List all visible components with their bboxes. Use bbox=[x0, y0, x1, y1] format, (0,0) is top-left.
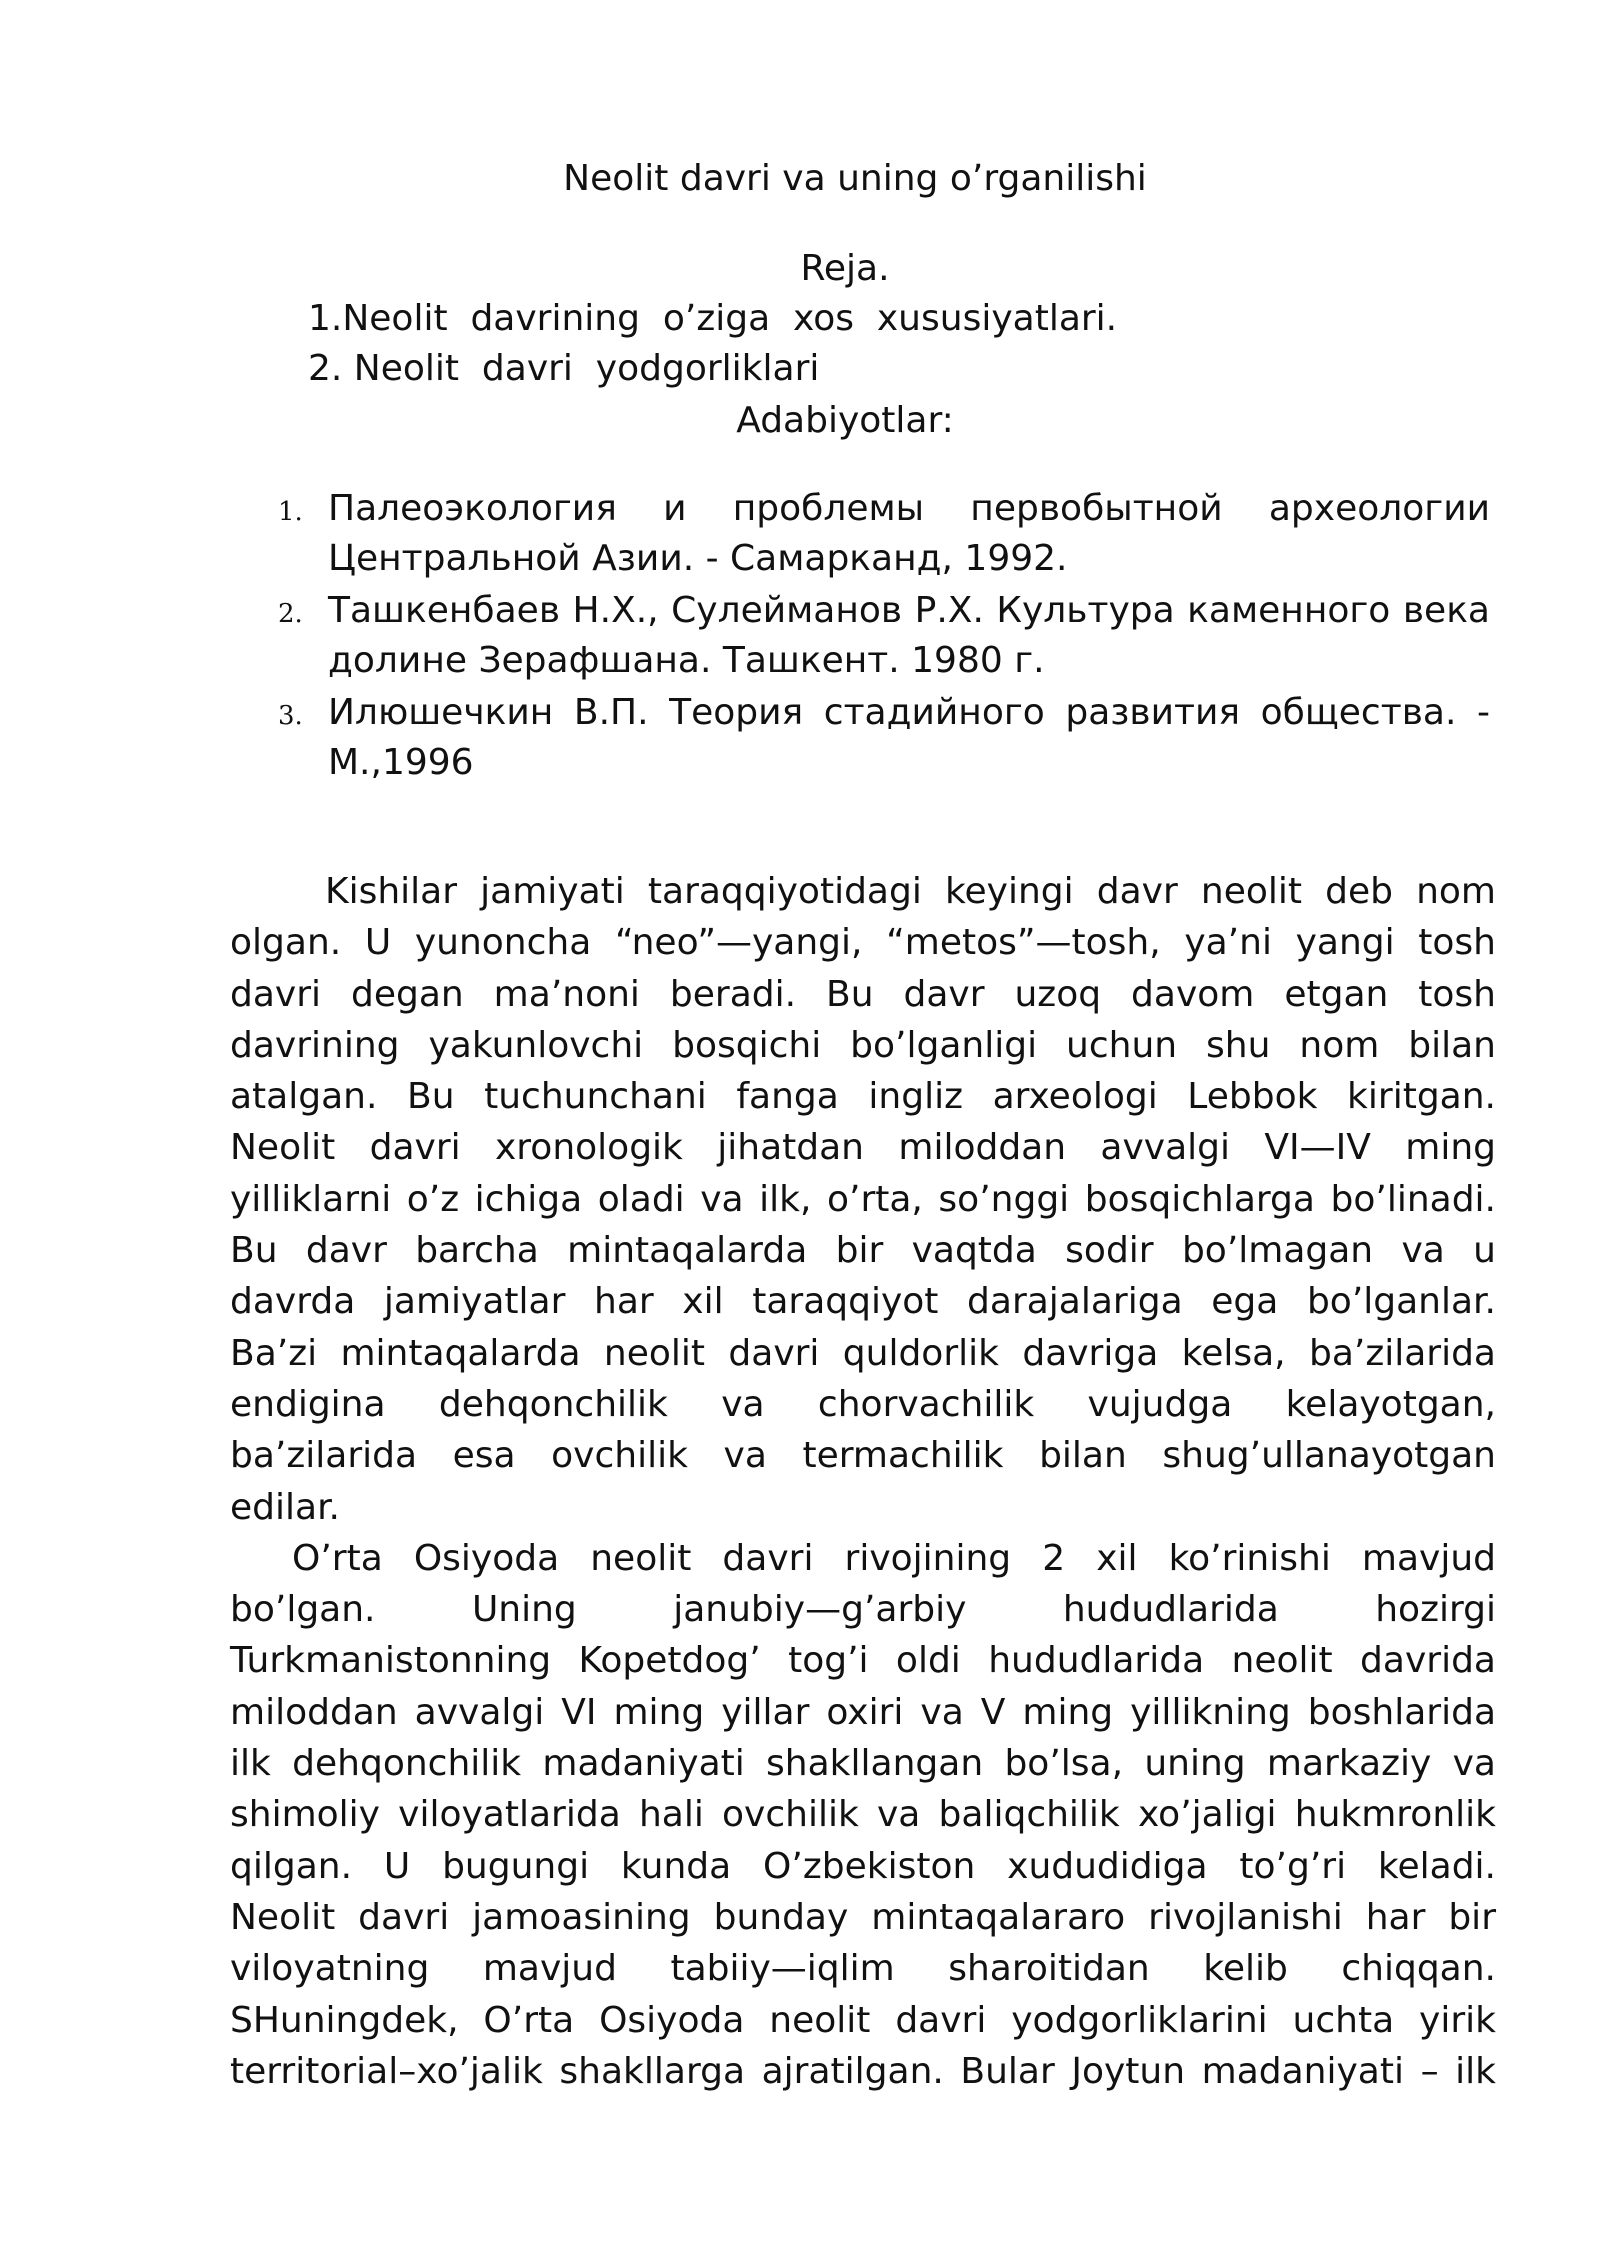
literature-item bbox=[270, 586, 1490, 686]
literature-item-number: 1. bbox=[278, 497, 303, 527]
literature-item bbox=[270, 484, 1490, 584]
literature-item-text: Палеоэкология и проблемы первобытной археологии Центральной Азии. - Самарканд, 1992. bbox=[328, 488, 1490, 579]
literature-item-number: 3. bbox=[278, 701, 303, 731]
document-title: Neolit davri va uning o’rganilishi bbox=[563, 158, 1147, 199]
body-paragraph: Kishilar jamiyati taraqqiyotidagi keyingi davr neolit deb nom olgan. U yunoncha “neo”—yangi, “metos”—tosh, ya’ni yangi tosh davri degan ma’noni beradi. Bu davr uzoq davom etgan tosh davrining yakunlovchi bosqichi bo’lganligi uchun shu nom bilan atalgan. Bu tuchunchani fanga ingliz arxeologi Lebbok kiritgan. Neolit davri xronologik jihatdan miloddan avvalgi VI—IV ming yilliklarni o’z ichiga oladi va ilk, o’rta, so’nggi bosqichlarga bo’linadi. Bu davr barcha mintaqalarda bir vaqtda sodir bo’lmagan va u davrda jamiyatlar har xil taraqqiyot darajalariga ega bo’lganlar. Ba’zi mintaqalarda neolit davri quldorlik davriga kelsa, ba’zilarida endigina dehqonchilik va chorvachilik vujudga kelayotgan, ba’zilarida esa ovchilik va termachilik bilan shug’ullanayotgan edilar. bbox=[230, 871, 1496, 1528]
literature-heading: Adabiyotlar: bbox=[736, 400, 954, 441]
literature-item-number: 2. bbox=[278, 599, 303, 629]
plan-item: 1.Neolit davrining o’ziga xos xususiyatlari. bbox=[308, 298, 1118, 339]
literature-list bbox=[270, 484, 1490, 790]
body-text bbox=[230, 866, 1496, 2097]
body-paragraph: O’rta Osiyoda neolit davri rivojining 2 xil ko’rinishi mavjud bo’lgan. Uning janubiy—g’arbiy hududlarida hozirgi Turkmanistonning Kopetdog’ tog’i oldi hududlarida neolit davrida miloddan avvalgi VI ming yillar oxiri va V ming yillikning boshlarida ilk dehqonchilik madaniyati shakllangan bo’lsa, uning markaziy va shimoliy viloyatlarida hali ovchilik va baliqchilik xo’jaligi hukmronlik qilgan. U bugungi kunda O’zbekiston xududidiga to’g’ri keladi. Neolit davri jamoasining bunday mintaqalararo rivojlanishi har bir viloyatning mavjud tabiiy—iqlim sharoitidan kelib chiqqan. SHuningdek, O’rta Osiyoda neolit davri yodgorliklarini uchta yirik territorial–xo’jalik shakllarga ajratilgan. Bular Joytun madaniyati – ilk bbox=[230, 1537, 1496, 2092]
plan-item: 2. Neolit davri yodgorliklari bbox=[308, 348, 820, 389]
literature-item-text: Ташкенбаев Н.Х., Сулейманов Р.Х. Культура каменного века долине Зерафшана. Ташкент. 1980 г. bbox=[328, 590, 1490, 681]
plan-heading: Reja. bbox=[800, 248, 890, 289]
literature-item bbox=[270, 688, 1490, 788]
literature-item-text: Илюшечкин В.П. Теория стадийного развития общества. - М.,1996 bbox=[328, 692, 1490, 783]
